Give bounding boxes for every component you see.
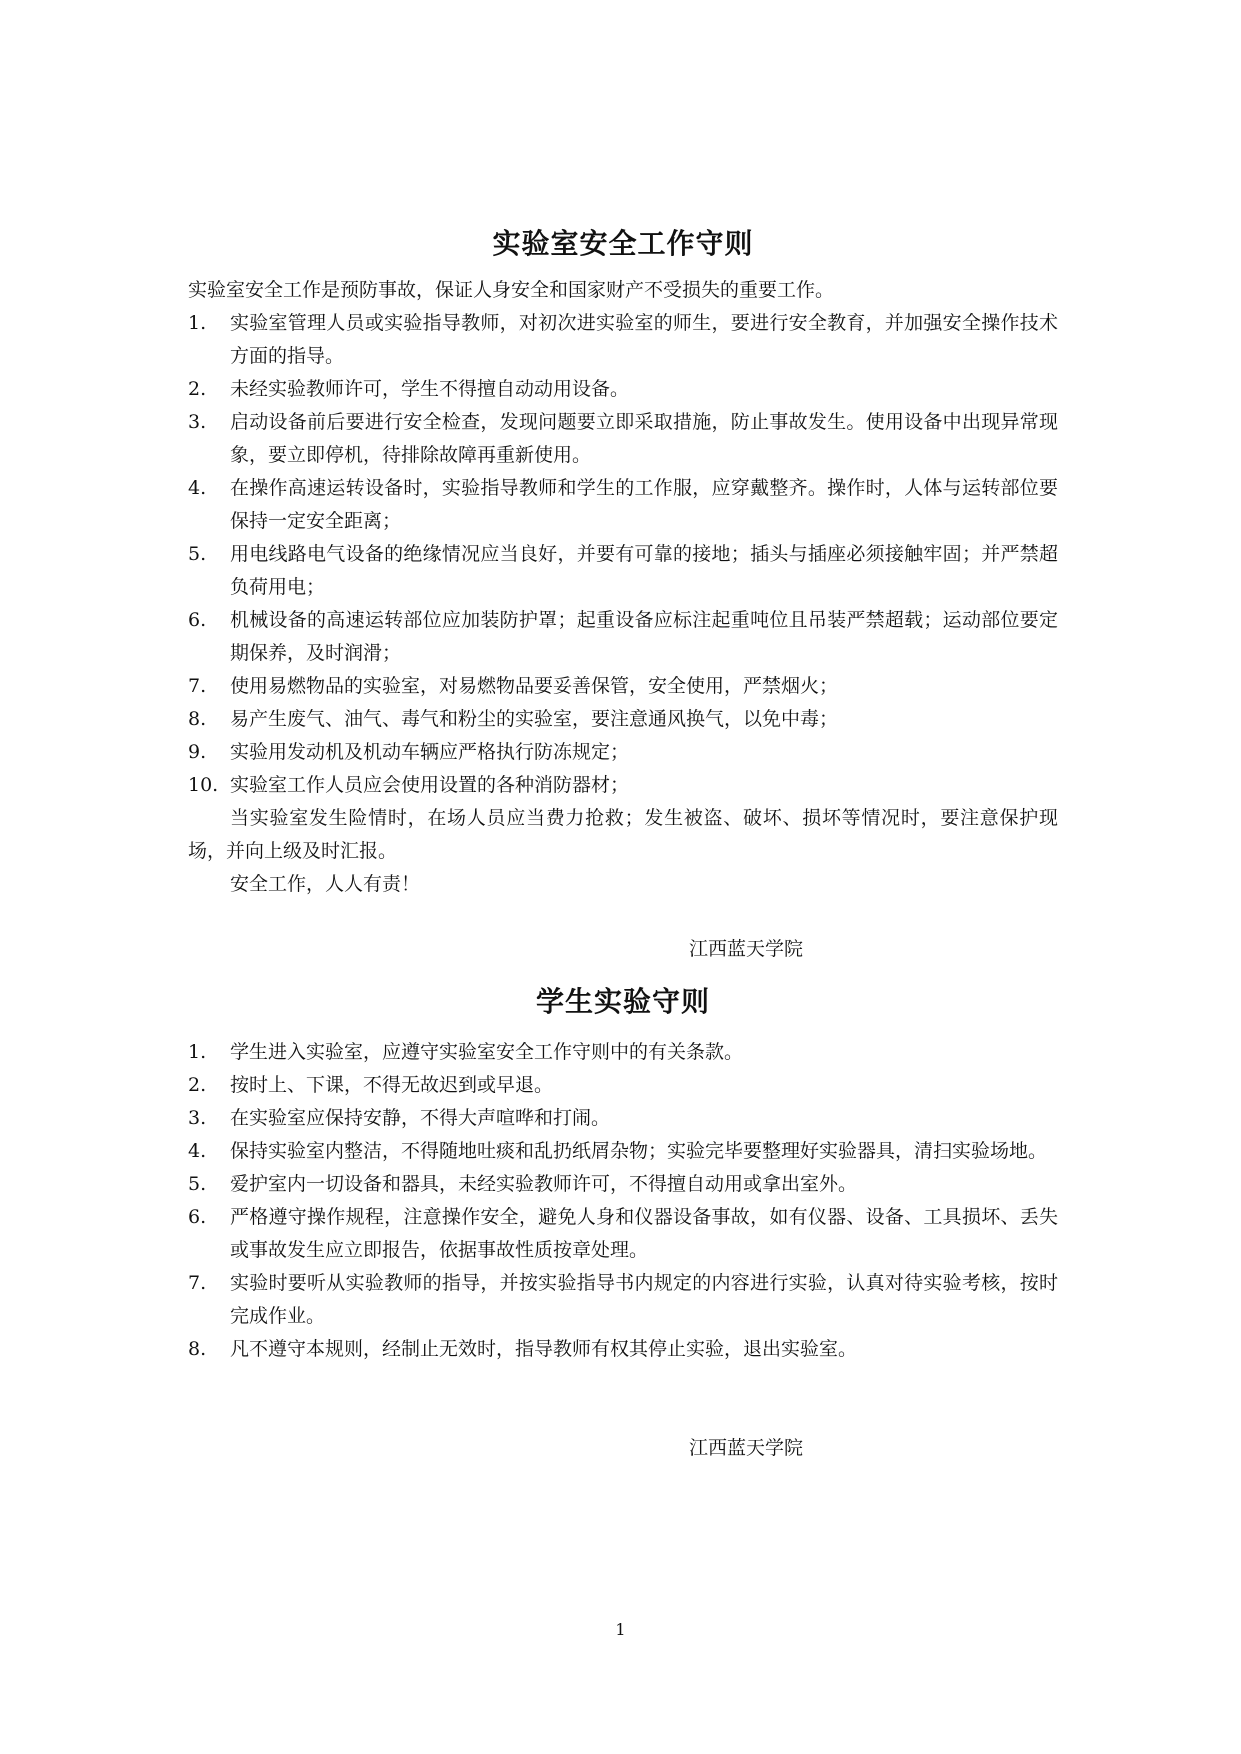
list-item-number: 3. [188, 1107, 207, 1129]
list-item-text: 机械设备的高速运转部位应加装防护罩；起重设备应标注起重吨位且吊装严禁超载；运动部位要定期保养，及时润滑； [230, 609, 1058, 664]
list-item-number: 6. [188, 609, 207, 631]
list-item-text: 未经实验教师许可，学生不得擅自动动用设备。 [230, 378, 630, 400]
list-item-number: 4. [188, 1140, 207, 1162]
section1-title: 实验室安全工作守则 [492, 227, 754, 260]
section2-signature: 江西蓝天学院 [688, 1437, 803, 1459]
list-item-text: 按时上、下课，不得无故迟到或早退。 [230, 1074, 554, 1096]
list-item [188, 1333, 1058, 1366]
list-item-text: 用电线路电气设备的绝缘情况应当良好，并要有可靠的接地；插头与插座必须接触牢固；并严禁超负荷用电； [230, 543, 1058, 598]
list-item-number: 10. [188, 774, 219, 796]
list-item-number: 6. [188, 1206, 207, 1228]
list-item-number: 7. [188, 1272, 207, 1294]
list-item-text: 启动设备前后要进行安全检查，发现问题要立即采取措施，防止事故发生。使用设备中出现异常现象，要立即停机，待排除故障再重新使用。 [230, 411, 1058, 466]
list-item [188, 604, 1058, 670]
section1-closing: 当实验室发生险情时，在场人员应当费力抢救；发生被盗、破坏、损坏等情况时，要注意保护现场，并向上级及时汇报。 [188, 807, 1058, 862]
list-item [188, 1069, 1058, 1102]
list-item-text: 在实验室应保持安静，不得大声喧哗和打闹。 [230, 1107, 611, 1129]
list-item [188, 1201, 1058, 1267]
list-item-number: 5. [188, 1173, 207, 1195]
list-item [188, 1168, 1058, 1201]
list-item-number: 1. [188, 1041, 207, 1063]
list-item [188, 373, 1058, 406]
list-item-number: 2. [188, 378, 207, 400]
list-item [188, 1036, 1058, 1069]
list-item [188, 406, 1058, 472]
list-item-text: 爱护室内一切设备和器具，未经实验教师许可，不得擅自动用或拿出室外。 [230, 1173, 858, 1195]
list-item-text: 实验时要听从实验教师的指导，并按实验指导书内规定的内容进行实验，认真对待实验考核，按时完成作业。 [230, 1272, 1058, 1327]
section1-intro: 实验室安全工作是预防事故，保证人身安全和国家财产不受损失的重要工作。 [188, 279, 835, 301]
list-item-number: 8. [188, 708, 207, 730]
list-item [188, 703, 1058, 736]
page-number: 1 [615, 1620, 626, 1639]
list-item [188, 769, 1058, 802]
page-content [188, 222, 1058, 1465]
section2-title: 学生实验守则 [535, 985, 710, 1018]
list-item-number: 3. [188, 411, 207, 433]
list-item-number: 8. [188, 1338, 207, 1360]
section1-signature: 江西蓝天学院 [688, 938, 803, 960]
list-item-text: 实验用发动机及机动车辆应严格执行防冻规定； [230, 741, 630, 763]
list-item-number: 7. [188, 675, 207, 697]
list-item-number: 1. [188, 312, 207, 334]
list-item [188, 736, 1058, 769]
list-item-text: 在操作高速运转设备时，实验指导教师和学生的工作服，应穿戴整齐。操作时，人体与运转部位要保持一定安全距离； [230, 477, 1058, 532]
list-item-text: 实验室工作人员应会使用设置的各种消防器材； [230, 774, 630, 796]
list-item-text: 易产生废气、油气、毒气和粉尘的实验室，要注意通风换气，以免中毒； [230, 708, 839, 730]
list-item-text: 学生进入实验室，应遵守实验室安全工作守则中的有关条款。 [230, 1041, 744, 1063]
list-item-number: 9. [188, 741, 207, 763]
list-item [188, 307, 1058, 373]
list-item-text: 严格遵守操作规程，注意操作安全，避免人身和仪器设备事故，如有仪器、设备、工具损坏、丢失或事故发生应立即报告，依据事故性质按章处理。 [230, 1206, 1058, 1261]
list-item [188, 670, 1058, 703]
list-item-text: 使用易燃物品的实验室，对易燃物品要妥善保管，安全使用，严禁烟火； [230, 675, 839, 697]
list-item-number: 2. [188, 1074, 207, 1096]
list-item-number: 4. [188, 477, 207, 499]
section1-list [188, 307, 1058, 802]
list-item [188, 1267, 1058, 1333]
list-item-text: 实验室管理人员或实验指导教师，对初次进实验室的师生，要进行安全教育，并加强安全操作技术方面的指导。 [230, 312, 1058, 367]
list-item [188, 1135, 1058, 1168]
section1-slogan: 安全工作，人人有责！ [230, 873, 421, 895]
list-item-number: 5. [188, 543, 207, 565]
list-item-text: 凡不遵守本规则，经制止无效时，指导教师有权其停止实验，退出实验室。 [230, 1338, 858, 1360]
list-item [188, 538, 1058, 604]
list-item [188, 1102, 1058, 1135]
section2-list [188, 1036, 1058, 1366]
list-item [188, 472, 1058, 538]
list-item-text: 保持实验室内整洁，不得随地吐痰和乱扔纸屑杂物；实验完毕要整理好实验器具，清扫实验场地。 [230, 1140, 1048, 1162]
